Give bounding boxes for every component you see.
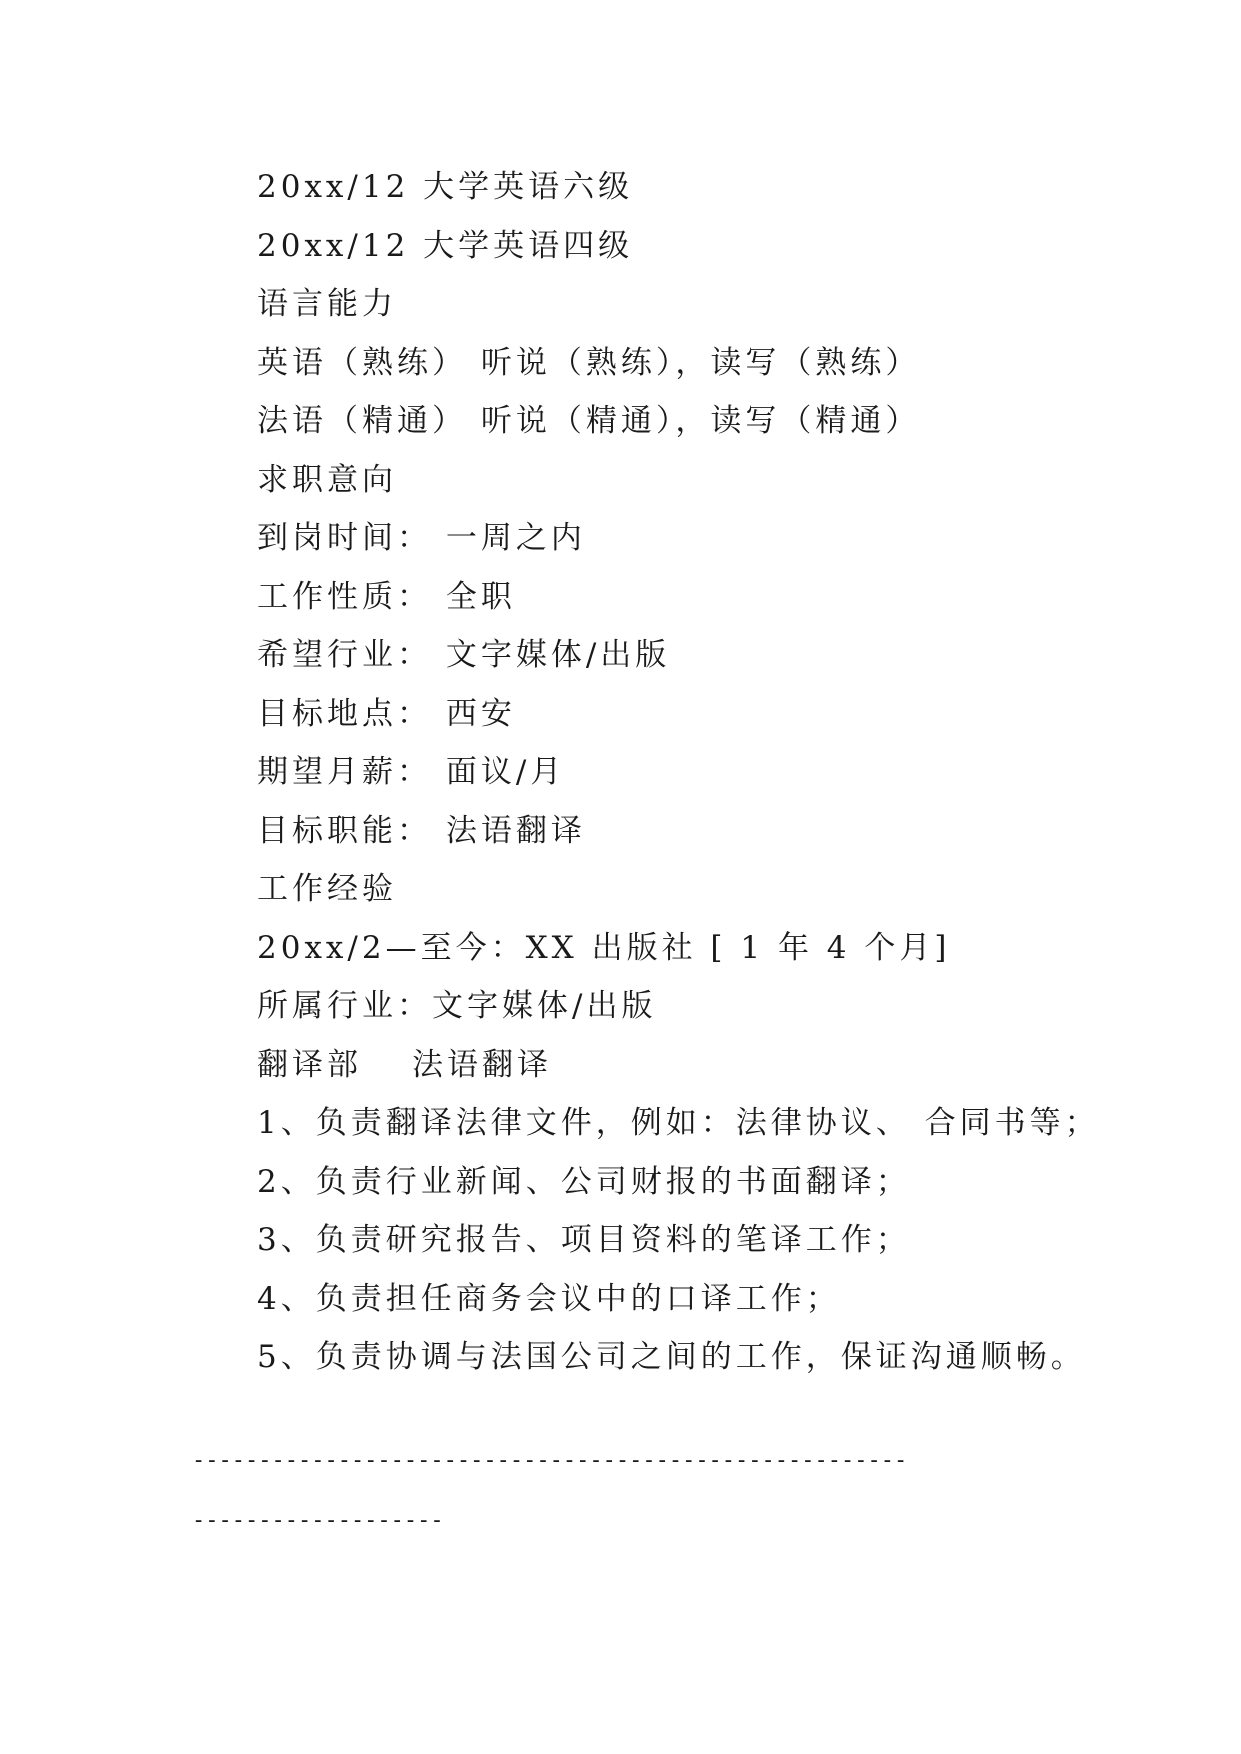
- resume-content: [257, 158, 1157, 1387]
- employment-industry: 所属行业：文字媒体/出版: [257, 988, 657, 1024]
- employment-period: 20xx/2—至今：XX 出版社 [ 1 年 4 个月]: [257, 929, 951, 966]
- separator-dashes: ------------------------------------------------------: [192, 1448, 908, 1473]
- job-type: 工作性质： 全职: [257, 578, 516, 615]
- cert-cet4: 20xx/12 大学英语四级: [257, 227, 634, 264]
- cert-cet6: 20xx/12 大学英语六级: [257, 169, 634, 205]
- separator-dashes-short: -------------------: [192, 1508, 444, 1533]
- section-heading-work-experience: 工作经验: [257, 871, 397, 907]
- duty-item: 5、负责协调与法国公司之间的工作，保证沟通顺畅。: [257, 1339, 1086, 1375]
- target-location: 目标地点： 西安: [257, 695, 516, 732]
- language-french: 法语（精通） 听说（精通），读写（精通）: [257, 403, 921, 439]
- language-english: 英语（熟练） 听说（熟练），读写（熟练）: [257, 344, 921, 381]
- section-heading-language: 语言能力: [257, 286, 397, 322]
- desired-industry: 希望行业： 文字媒体/出版: [257, 637, 671, 673]
- department-name: 翻译部: [257, 1046, 362, 1083]
- target-function: 目标职能： 法语翻译: [257, 812, 586, 849]
- arrival-time: 到岗时间： 一周之内: [257, 520, 586, 556]
- duty-item: 3、负责研究报告、项目资料的笔译工作；: [257, 1222, 911, 1258]
- department-role: 法语翻译: [412, 1046, 552, 1083]
- department-line: [257, 1036, 1157, 1095]
- duty-item: 1、负责翻译法律文件，例如：法律协议、 合同书等；: [257, 1105, 1100, 1141]
- expected-salary: 期望月薪： 面议/月: [257, 754, 566, 790]
- duty-item: 2、负责行业新闻、公司财报的书面翻译；: [257, 1163, 911, 1200]
- duty-item: 4、负责担任商务会议中的口译工作；: [257, 1280, 841, 1317]
- section-heading-job-intention: 求职意向: [257, 461, 397, 498]
